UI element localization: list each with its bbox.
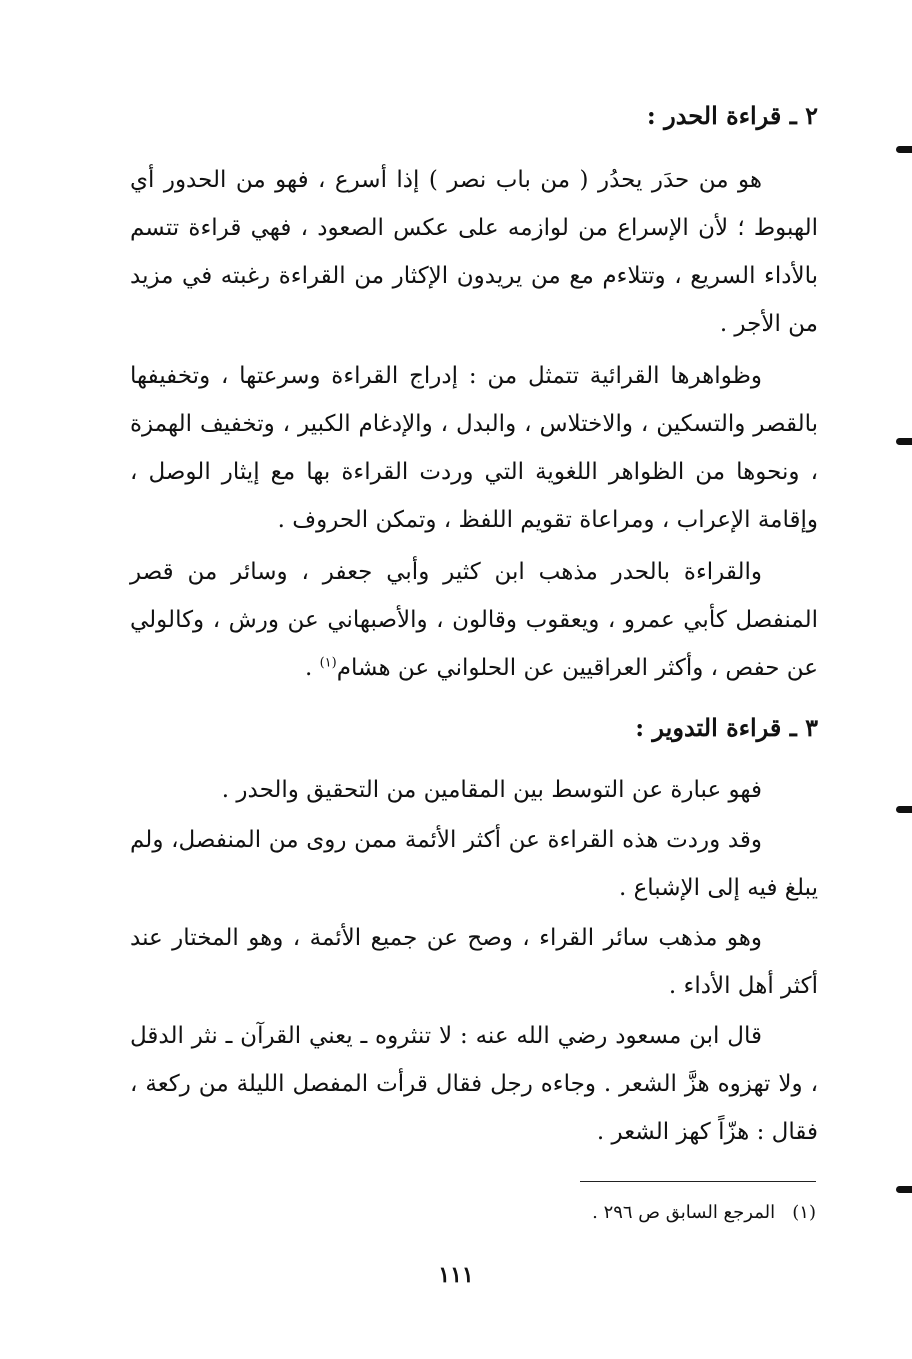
footnote — [592, 1198, 816, 1228]
scan-edge-mark — [896, 806, 912, 813]
paragraph-hadr-readers — [130, 548, 818, 692]
page-number: ١١١ — [438, 1262, 474, 1288]
footnote-reference: (١) — [319, 655, 337, 671]
footnote-marker: (١) — [792, 1202, 816, 1223]
paragraph-hadr-readers-end: . — [304, 655, 320, 681]
section-heading-tadweer: ٣ ـ قراءة التدوير : — [635, 713, 818, 742]
scan-edge-mark — [896, 1186, 912, 1193]
section-heading-hadr: ٢ ـ قراءة الحدر : — [646, 101, 818, 130]
paragraph-hadr-definition: هو من حدَر يحدُر ( من باب نصر ) إذا أسرع ، فهو من الحدور أي الهبوط ؛ لأن الإسراع من لوازمه على عكس الصعود ، فهي قراءة تتسم بالأداء السريع ، وتتلاءم مع من يريدون الإكثار من القراءة رغبته في مزيد من الأجر . — [130, 167, 818, 337]
paragraph-tadweer-narration: وقد وردت هذه القراءة عن أكثر الأئمة ممن روى من المنفصل، ولم يبلغ فيه إلى الإشباع . — [130, 827, 818, 901]
paragraph-hadr-phenomena: وظواهرها القرائية تتمثل من : إدراج القراءة وسرعتها ، وتخفيفها بالقصر والتسكين ، والاختلاس ، والبدل ، والإدغام الكبير ، وتخفيف الهمزة ، ونحوها من الظواهر اللغوية التي وردت القراءة بها مع إيثار الوصل ، وإقامة الإعراب ، ومراعاة تقويم اللفظ ، وتمكن الحروف . — [130, 363, 818, 533]
scan-edge-mark — [896, 146, 912, 153]
paragraph-hadr-readers-text: والقراءة بالحدر مذهب ابن كثير وأبي جعفر ، وسائر من قصر المنفصل كأبي عمرو ، ويعقوب وقالون ، والأصبهاني عن ورش ، وكالولي عن حفص ، وأكثر العراقيين عن الحلواني عن هشام — [130, 559, 818, 681]
paragraph-tadweer-school: وهو مذهب سائر القراء ، وصح عن جميع الأئمة ، وهو المختار عند أكثر أهل الأداء . — [130, 925, 818, 999]
paragraph-ibn-masud-quote: قال ابن مسعود رضي الله عنه : لا تنثروه ـ يعني القرآن ـ نثر الدقل ، ولا تهزوه هزَّ الشعر . وجاءه رجل فقال قرأت المفصل الليلة من ركعة ، فقال : هزّاً كهز الشعر . — [130, 1023, 818, 1145]
paragraph-tadweer-definition: فهو عبارة عن التوسط بين المقامين من التحقيق والحدر . — [221, 777, 762, 803]
footnote-text: المرجع السابق ص ٢٩٦ . — [592, 1202, 776, 1223]
footnote-separator — [580, 1181, 816, 1182]
scan-edge-mark — [896, 438, 912, 445]
